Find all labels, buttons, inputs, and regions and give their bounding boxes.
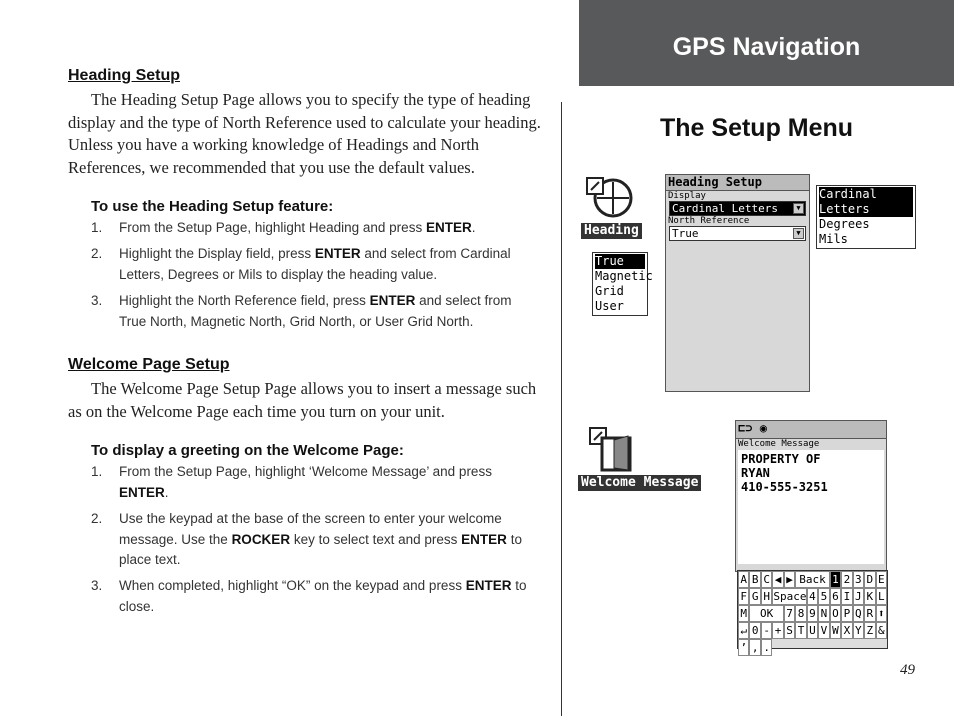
keypad-key[interactable]: 2 <box>841 571 852 588</box>
heading-step-2 <box>91 244 531 285</box>
keypad-key[interactable]: 6 <box>830 588 841 605</box>
keypad-key[interactable]: H <box>761 588 772 605</box>
welcome-setup-subhead: To display a greeting on the Welcome Page: <box>91 442 404 459</box>
keypad-key[interactable]: & <box>876 622 887 639</box>
key-name: ROCKER <box>231 531 291 547</box>
keypad-key[interactable]: + <box>772 622 783 639</box>
keypad-key[interactable]: 3 <box>853 571 864 588</box>
key-name: ENTER <box>461 531 507 547</box>
keypad-key[interactable]: A <box>738 571 749 588</box>
step-text: and select from Cardinal Letters, Degrees or Mils to display the heading value. <box>119 246 511 282</box>
key-name: ENTER <box>119 484 165 500</box>
welcome-step-1 <box>91 462 531 503</box>
keypad-key[interactable]: ↵ <box>738 622 749 639</box>
step-text: and select from True North, Magnetic North, Grid North, or User Grid North. <box>119 293 512 329</box>
key-name: ENTER <box>314 246 361 261</box>
keypad-key[interactable]: C <box>761 571 772 588</box>
keypad-key[interactable]: T <box>795 622 806 639</box>
heading-setup-title: Heading Setup <box>68 67 181 84</box>
keypad-key[interactable]: 8 <box>795 605 806 622</box>
keypad-key[interactable]: - <box>761 622 772 639</box>
keypad-key[interactable]: 0 <box>749 622 760 639</box>
column-divider <box>561 102 562 716</box>
keypad-key[interactable]: Space <box>773 590 807 603</box>
keypad-key[interactable]: D <box>864 571 875 588</box>
on-screen-keypad <box>737 570 888 654</box>
keypad-key[interactable]: J <box>853 588 864 605</box>
satellite-icon: ◉ <box>759 421 767 435</box>
step-number: 3. <box>91 293 103 308</box>
step-text: key to select text and press <box>290 531 462 547</box>
welcome-step-3 <box>91 576 551 617</box>
message-line: PROPERTY OF <box>741 452 821 466</box>
keypad-key[interactable]: Q <box>853 605 864 622</box>
page-number: 49 <box>900 662 915 678</box>
keypad-key[interactable]: I <box>841 588 852 605</box>
step-text: to place text. <box>119 531 522 567</box>
keypad-key[interactable]: B <box>749 571 760 588</box>
north-reference-label: North Reference <box>668 216 750 226</box>
north-reference-field[interactable] <box>669 226 806 241</box>
dropdown-arrow-icon: ▼ <box>793 228 804 239</box>
heading-compass-icon <box>585 176 633 220</box>
welcome-setup-title: Welcome Page Setup <box>68 356 230 373</box>
keypad-key[interactable]: F <box>738 588 749 605</box>
screen-title: Heading Setup <box>666 175 809 191</box>
welcome-step-2 <box>91 509 531 571</box>
step-text: . <box>471 220 476 235</box>
keypad-key[interactable]: S <box>784 622 795 639</box>
message-line: RYAN <box>741 466 770 480</box>
chapter-header <box>579 0 954 86</box>
keypad-key[interactable]: N <box>818 605 829 622</box>
display-option[interactable]: Mils <box>819 232 848 246</box>
heading-setup-screen <box>665 174 810 392</box>
heading-setup-intro: The Heading Setup Page allows you to specify the type of heading display and the type of North Reference used to calculate your heading. Unless you have a working knowledge of Headings and North References, we recommended that you use the default values. <box>68 90 541 177</box>
welcome-message-label: Welcome Message <box>738 439 820 449</box>
heading-step-1 <box>91 218 531 239</box>
keypad-key[interactable]: O <box>830 605 841 622</box>
keypad-key[interactable]: M <box>738 605 749 622</box>
step-text: Highlight the North Reference field, press <box>119 293 370 308</box>
battery-icon: ⊏⊃ <box>738 421 753 435</box>
step-text: . <box>164 484 169 500</box>
key-name: ENTER <box>369 293 416 308</box>
north-option[interactable]: Grid <box>595 284 624 298</box>
section-title: The Setup Menu <box>660 114 854 142</box>
welcome-message-input[interactable] <box>738 450 884 564</box>
keypad-key[interactable]: Z <box>864 622 875 639</box>
north-option[interactable]: User <box>595 299 624 313</box>
heading-icon-label: Heading <box>581 223 642 239</box>
keypad-key[interactable]: E <box>876 571 887 588</box>
key-name: ENTER <box>425 220 472 235</box>
heading-step-3 <box>91 291 531 332</box>
keypad-key[interactable]: Y <box>853 622 864 639</box>
keypad-key[interactable]: ’ <box>738 639 749 656</box>
step-number: 2. <box>91 511 103 526</box>
step-text: From the Setup Page, highlight ‘Welcome Message’ and press <box>119 464 492 479</box>
step-text: When completed, highlight “OK” on the keypad and press <box>119 578 466 593</box>
keypad-key[interactable]: P <box>841 605 852 622</box>
display-option[interactable]: Cardinal Letters <box>819 187 913 217</box>
display-field[interactable] <box>669 201 806 216</box>
north-reference-value: True <box>672 227 699 240</box>
step-number: 3. <box>91 578 103 593</box>
keypad-key[interactable]: 1 <box>830 571 841 588</box>
chapter-title: GPS Navigation <box>672 32 861 61</box>
keypad-key[interactable]: X <box>841 622 852 639</box>
step-text: Highlight the Display field, press <box>119 246 315 261</box>
keypad-key[interactable]: OK <box>749 605 783 622</box>
keypad-key[interactable]: ◀ <box>772 571 783 588</box>
heading-setup-subhead: To use the Heading Setup feature: <box>91 198 334 215</box>
dropdown-arrow-icon: ▼ <box>793 203 804 214</box>
step-text: to close. <box>119 578 527 614</box>
keypad-key[interactable]: G <box>749 588 760 605</box>
key-name: ENTER <box>465 578 512 593</box>
display-value: Cardinal Letters <box>672 202 778 215</box>
step-number: 1. <box>91 220 103 235</box>
welcome-icon-label: Welcome Message <box>578 475 701 491</box>
keypad-key[interactable]: . <box>761 639 772 656</box>
display-options-popup <box>816 185 916 249</box>
keypad-key[interactable]: ⬆ <box>876 605 887 622</box>
north-option[interactable]: True <box>595 254 645 269</box>
keypad-key[interactable]: K <box>864 588 875 605</box>
north-options-popup <box>592 252 653 316</box>
keypad-key[interactable]: U <box>807 622 818 639</box>
keypad-key[interactable]: 4 <box>807 588 818 605</box>
welcome-message-screen <box>735 420 887 572</box>
display-option[interactable]: Degrees <box>819 217 870 231</box>
welcome-door-icon <box>588 426 636 472</box>
welcome-setup-intro: The Welcome Page Setup Page allows you to insert a message such as on the Welcome Page each time you turn on your unit. <box>68 379 537 421</box>
step-number: 2. <box>91 246 103 261</box>
keypad-key[interactable]: W <box>830 622 841 639</box>
keypad-key[interactable]: R <box>864 605 875 622</box>
step-number: 1. <box>91 464 103 479</box>
display-label: Display <box>668 191 706 201</box>
keypad-key[interactable]: , <box>749 639 760 656</box>
message-line: 410-555-3251 <box>741 480 828 494</box>
keypad-key[interactable]: 9 <box>807 605 818 622</box>
keypad-key[interactable]: V <box>818 622 829 639</box>
step-text: Use the keypad at the base of the screen to enter your welcome message. Use the <box>119 511 502 547</box>
north-option[interactable]: Magnetic <box>595 269 653 283</box>
keypad-key[interactable]: 7 <box>784 605 795 622</box>
keypad-key[interactable]: L <box>876 588 887 605</box>
keypad-key[interactable]: Back <box>795 571 829 588</box>
keypad-key[interactable]: 5 <box>818 588 829 605</box>
status-bar <box>736 421 886 439</box>
keypad-key[interactable]: ▶ <box>784 571 795 588</box>
step-text: From the Setup Page, highlight Heading and press <box>119 220 426 235</box>
